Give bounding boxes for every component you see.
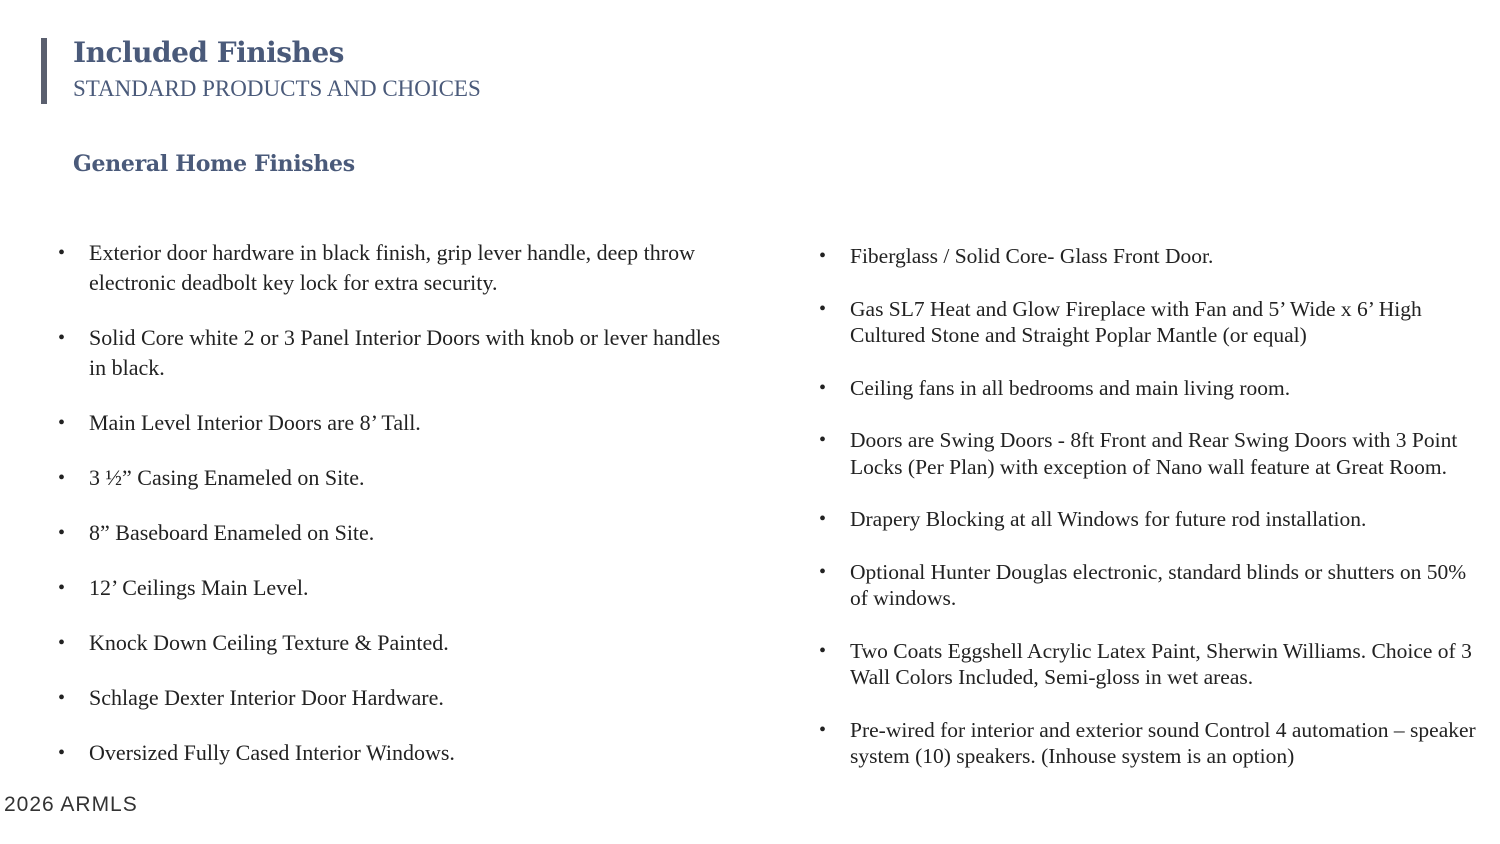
mls-watermark: 2026 ARMLS (4, 793, 138, 816)
list-item (58, 628, 738, 658)
list-item-text: 8” Baseboard Enameled on Site. (89, 520, 375, 545)
bullet-icon: • (819, 429, 827, 451)
list-item-text: Schlage Dexter Interior Door Hardware. (89, 685, 444, 710)
header-accent-bar (41, 38, 47, 104)
list-item (819, 296, 1479, 349)
bullet-icon: • (819, 297, 827, 320)
list-item-text: Knock Down Ceiling Texture & Painted. (89, 630, 449, 655)
list-item (58, 408, 738, 438)
finishes-list-left (58, 238, 738, 793)
bullet-icon: • (819, 639, 827, 662)
bullet-icon: • (819, 508, 827, 530)
list-item (58, 323, 738, 383)
bullet-icon: • (58, 632, 66, 654)
bullet-icon: • (819, 376, 827, 399)
bullet-icon: • (58, 522, 66, 544)
bullet-icon: • (58, 577, 66, 599)
list-item (58, 518, 738, 548)
bullet-icon: • (58, 412, 66, 434)
bullet-icon: • (58, 742, 66, 764)
bullet-icon: • (58, 242, 66, 264)
bullet-icon: • (819, 560, 827, 583)
bullet-icon: • (819, 718, 827, 741)
list-item-text: Drapery Blocking at all Windows for future rod installation. (850, 507, 1367, 531)
bullet-icon: • (58, 687, 66, 709)
list-item (819, 243, 1479, 270)
list-item (58, 573, 738, 603)
bullet-icon: • (819, 245, 827, 267)
list-item (58, 738, 738, 768)
page-title: Included Finishes (73, 36, 344, 69)
list-item (819, 375, 1479, 402)
bullet-icon: • (58, 467, 66, 489)
list-item-text: Doors are Swing Doors - 8ft Front and Rear Swing Doors with 3 Point Locks (Per Plan) with exception of Nano wall feature at Great Room. (850, 428, 1458, 479)
section-heading: General Home Finishes (73, 151, 355, 177)
list-item-text: 12’ Ceilings Main Level. (89, 575, 309, 600)
list-item-text: Fiberglass / Solid Core- Glass Front Door. (850, 244, 1214, 268)
list-item-text: Optional Hunter Douglas electronic, standard blinds or shutters on 50% of windows. (850, 559, 1467, 610)
list-item-text: Main Level Interior Doors are 8’ Tall. (89, 410, 421, 435)
list-item (819, 717, 1479, 770)
list-item-text: Oversized Fully Cased Interior Windows. (89, 740, 455, 765)
list-item-text: Gas SL7 Heat and Glow Fireplace with Fan and 5’ Wide x 6’ High Cultured Stone and Straight Poplar Mantle (or equal) (850, 296, 1422, 347)
list-item (58, 463, 738, 493)
list-item-text: Exterior door hardware in black finish, grip lever handle, deep throw electronic deadbolt key lock for extra security. (89, 240, 696, 295)
bullet-icon: • (58, 327, 66, 349)
page-subtitle: STANDARD PRODUCTS AND CHOICES (73, 76, 481, 101)
list-item (819, 638, 1479, 691)
list-item-text: 3 ½” Casing Enameled on Site. (89, 465, 365, 490)
list-item (819, 427, 1479, 480)
finishes-list-right (819, 243, 1479, 796)
list-item (819, 559, 1479, 612)
list-item-text: Two Coats Eggshell Acrylic Latex Paint, Sherwin Williams. Choice of 3 Wall Colors Included, Semi-gloss in wet areas. (850, 638, 1472, 689)
list-item-text: Pre-wired for interior and exterior sound Control 4 automation – speaker system (10) speakers. (Inhouse system is an option) (850, 717, 1476, 768)
list-item (819, 506, 1479, 533)
list-item (58, 683, 738, 713)
list-item (58, 238, 738, 298)
list-item-text: Ceiling fans in all bedrooms and main living room. (850, 375, 1291, 400)
list-item-text: Solid Core white 2 or 3 Panel Interior Doors with knob or lever handles in black. (89, 325, 721, 380)
